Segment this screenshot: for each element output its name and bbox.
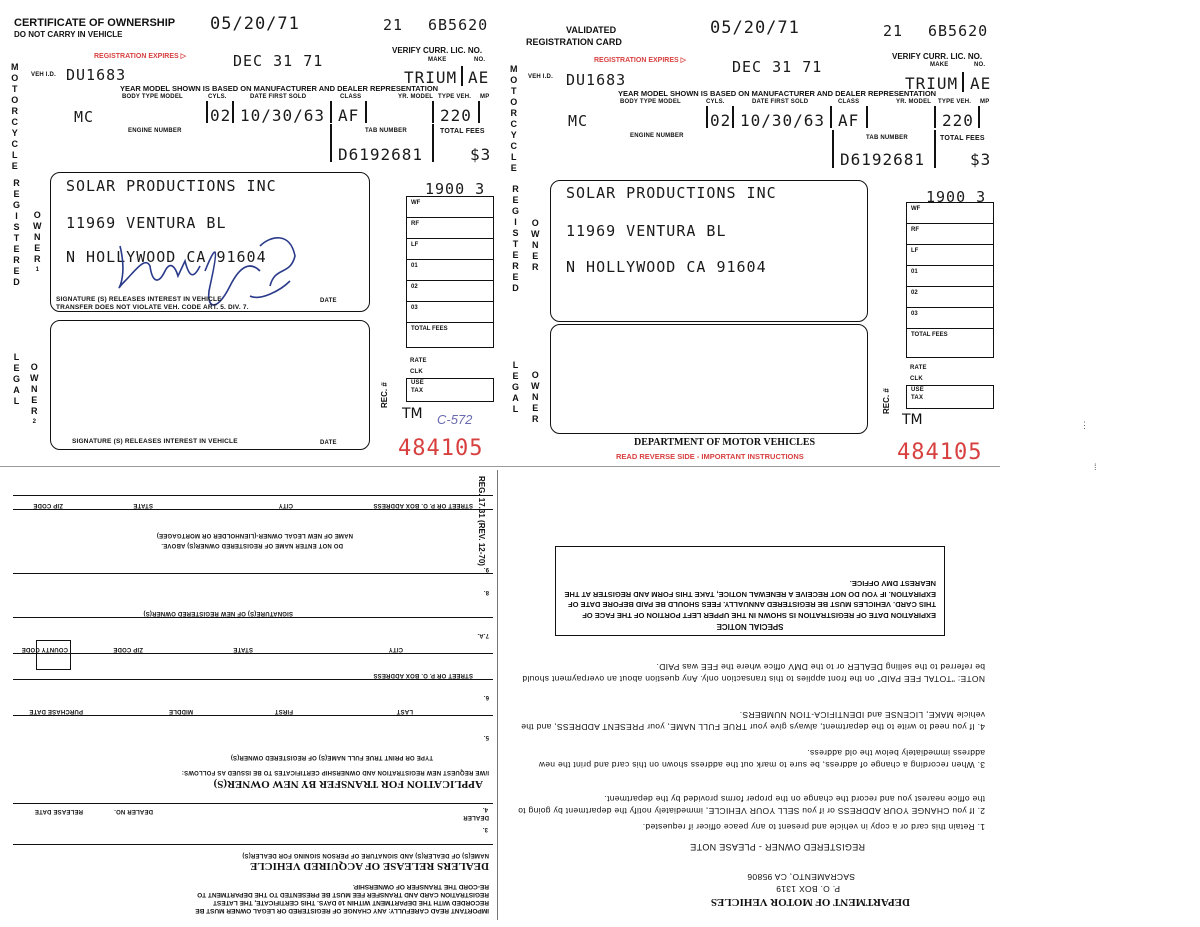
- engine-label: ENGINE NUMBER: [630, 133, 684, 139]
- type-veh-label: TYPE VEH.: [938, 99, 972, 105]
- class-value: AF: [338, 106, 360, 125]
- registration-card-title: REGISTRATION CARD: [526, 37, 622, 47]
- code-a: 21: [383, 16, 404, 34]
- legal-owner-box: [550, 324, 868, 434]
- fee-row: 02: [407, 281, 493, 302]
- fee-row: WF: [407, 197, 493, 218]
- engine-label: ENGINE NUMBER: [128, 128, 182, 134]
- city-label: CITY: [388, 646, 403, 652]
- model-note: YEAR MODEL SHOWN IS BASED ON MANUFACTURER AND DEALER REPRESENTATION: [120, 84, 439, 93]
- cyls-value: 02: [210, 106, 232, 125]
- side-motorcycle: M O T O R C Y C L E: [510, 64, 518, 173]
- legal-street-label: STREET OR P. O. BOX ADDRESS: [373, 502, 473, 508]
- legal-name-label: NAME OF NEW LEGAL OWNER-(LIENHOLDER OR MORTGAGEE): [156, 532, 353, 538]
- side-legal: L E G A L: [13, 352, 21, 406]
- yr-model-label: YR. MODEL: [398, 94, 434, 100]
- read-reverse-label: READ REVERSE SIDE - IMPORTANT INSTRUCTIONS: [616, 452, 804, 461]
- rec-label: REC. #: [380, 382, 389, 408]
- legal-state-label: STATE: [133, 502, 153, 508]
- body-type: MC: [74, 108, 95, 126]
- last-label: LAST: [396, 708, 413, 714]
- side-legal: L E G A L: [512, 360, 520, 414]
- validated-label: VALIDATED: [566, 25, 617, 35]
- legal-owner-box: [50, 320, 370, 450]
- use-tax-box: USE TAX: [906, 385, 994, 409]
- num-8: 8.: [483, 589, 489, 595]
- first-label: FIRST: [274, 708, 293, 714]
- cyls-label: CYLS.: [706, 99, 725, 105]
- fee-row: 01: [407, 260, 493, 281]
- legal-sig-label: SIGNATURE (S) RELEASES INTEREST IN VEHICLE: [72, 438, 238, 445]
- instruction-2: 2. If you CHANGE YOUR ADDRESS or if you SELL YOUR VEHICLE, immediately notify the department by going to the office nearest you and record the change on the proper forms provided by the department.: [517, 794, 985, 816]
- dealers-release-sub: NAME(S) OF DEALER(S) AND SIGNATURE OF PERSON SIGNING FOR DEALER(S): [242, 852, 489, 858]
- class-label: CLASS: [838, 99, 860, 105]
- type-veh-value: 220: [942, 111, 974, 130]
- class-value: AF: [838, 111, 860, 130]
- owner-name: SOLAR PRODUCTIONS INC: [566, 184, 777, 202]
- fee-code: 1900 3: [926, 188, 987, 206]
- clk-label: CLK: [410, 369, 423, 375]
- purchase-date-label: PURCHASE DATE: [29, 708, 83, 714]
- rate-label: RATE: [910, 365, 927, 371]
- fee-row: TOTAL FEES: [411, 326, 448, 332]
- type-print-label: TYPE OR PRINT TRUE FULL NAME(S) OF REGISTERED OWNER(S): [230, 754, 433, 760]
- make-suffix: AE: [468, 68, 490, 87]
- owner-name: SOLAR PRODUCTIONS INC: [66, 177, 277, 195]
- owner-city: N HOLLYWOOD CA 91604: [566, 258, 767, 276]
- date-first-sold-label: DATE FIRST SOLD: [752, 99, 809, 105]
- rate-label: RATE: [410, 358, 427, 364]
- date-first-sold-label: DATE FIRST SOLD: [250, 94, 307, 100]
- fee-row: RF: [407, 218, 493, 239]
- fee-row: TOTAL FEES: [911, 332, 948, 338]
- sig-label-1: SIGNATURE (S) RELEASES INTEREST IN VEHICLE: [56, 296, 222, 303]
- dealer-no-label: DEALER NO.: [113, 808, 153, 814]
- serial-number: 484105: [398, 436, 484, 461]
- special-notice-text: EXPIRATION DATE OF REGISTRATION IS SHOWN IN THE UPPER LEFT PORTION OF THE FACE OF THIS CARD. VEHICLES MUST BE REGISTERED ANNUALLY. FEES SHOULD BE PAID BEFORE DATE OF EXPIRATION. IF YOU DO NOT RECEIVE A RENEWAL NOTICE, TAKE THIS FORM AND REGISTER AT THE NEAREST DMV OFFICE.: [564, 579, 936, 620]
- fee-row: 02: [907, 287, 993, 308]
- total-fees-label: TOTAL FEES: [440, 128, 485, 135]
- date-first-sold: 10/30/63: [240, 106, 326, 125]
- fee-row: 03: [407, 302, 493, 323]
- state-label: STATE: [233, 646, 253, 652]
- reg-expires-date: DEC 31 71: [732, 58, 823, 76]
- dmv-label: DEPARTMENT OF MOTOR VEHICLES: [634, 437, 816, 448]
- total-fees: $3: [970, 150, 992, 169]
- transfer-application: [8, 472, 493, 920]
- fee-row: 01: [907, 266, 993, 287]
- legal-note: DO NOT ENTER NAME OF REGISTERED OWNER(S) ABOVE.: [161, 542, 343, 548]
- side-owner: O W N E R 1: [33, 210, 42, 273]
- tab-label: TAB NUMBER: [866, 135, 908, 141]
- tm-label: TM: [402, 406, 423, 422]
- fee-row: LF: [907, 245, 993, 266]
- make-value: TRIUM: [905, 74, 959, 93]
- veh-id: DU1683: [66, 66, 127, 84]
- make-suffix: AE: [970, 74, 992, 93]
- legal-date-label: DATE: [320, 440, 337, 446]
- c-number: C-572: [437, 412, 473, 427]
- fee-row: LF: [407, 239, 493, 260]
- num-7: 7.A.: [477, 632, 489, 638]
- special-notice-box: [555, 546, 945, 636]
- reg-owner-note: REGISTERED OWNER - PLEASE NOTE: [689, 842, 865, 852]
- use-tax-box: USE TAX: [406, 378, 494, 402]
- dealer-side-label: DEALER: [463, 814, 489, 820]
- county-box[interactable]: [36, 640, 71, 670]
- owner-street: 11969 VENTURA BL: [566, 222, 727, 240]
- sig-label-2: TRANSFER DOES NOT VIOLATE VEH. CODE ART. 5. DIV. 7.: [56, 304, 249, 311]
- signatures-label: SIGNATURE(S) OF NEW REGISTERED OWNER(S): [143, 610, 293, 616]
- clk-label: CLK: [910, 376, 923, 382]
- body-type-label: BODY TYPE MODEL: [620, 99, 681, 105]
- mp-label: MP: [480, 94, 490, 100]
- num-6: 6.: [483, 694, 489, 700]
- application-sub: I/WE REQUEST NEW REGISTRATION AND OWNERSHIP CERTIFICATES TO BE ISSUED AS FOLLOWS:: [181, 769, 489, 775]
- middle-label: MIDDLE: [168, 708, 193, 714]
- date-label: DATE: [320, 298, 337, 304]
- veh-id: DU1683: [566, 71, 627, 89]
- certificate-subtitle: DO NOT CARRY IN VEHICLE: [14, 30, 123, 39]
- dealers-release-title: DEALERS RELEASE OF ACQUIRED VEHICLE: [249, 860, 489, 872]
- rec-label: REC. #: [882, 388, 891, 414]
- side-registered: R E G I S T E R E D: [13, 178, 21, 287]
- special-notice-title: SPECIAL NOTICE: [716, 622, 784, 631]
- code-b: 6B5620: [428, 16, 489, 34]
- model-note: YEAR MODEL SHOWN IS BASED ON MANUFACTURER AND DEALER REPRESENTATION: [618, 89, 937, 98]
- po-box: P. O. BOX 1319: [775, 884, 840, 894]
- no-label: NO.: [474, 57, 486, 63]
- make-label: MAKE: [428, 57, 447, 63]
- reg-expires-date: DEC 31 71: [233, 52, 324, 70]
- total-fees-label: TOTAL FEES: [940, 135, 985, 142]
- fee-row: 03: [907, 308, 993, 329]
- instruction-4: 4. If you need to write to the department, always give your TRUE FULL NAME, your PRESENT ADDRESS, and the vehicle MAKE, LICENSE and IDENTIFICA-TION NUMBERS.: [520, 710, 985, 732]
- no-label: NO.: [974, 62, 986, 68]
- tab-number: D6192681: [338, 145, 424, 164]
- type-veh-label: TYPE VEH.: [438, 94, 472, 100]
- issue-date: 05/20/71: [710, 18, 800, 38]
- reg-form-number: REG. 17.31 (REV. 12-70): [477, 476, 486, 566]
- tab-number: D6192681: [840, 150, 926, 169]
- owner-city: N HOLLYWOOD CA 91604: [66, 248, 267, 266]
- fee-grid: [406, 196, 494, 348]
- back-instructions: [505, 472, 995, 920]
- owner-signature: [90, 226, 310, 326]
- application-title: APPLICATION FOR TRANSFER BY NEW OWNER(S): [213, 778, 483, 790]
- owner-street: 11969 VENTURA BL: [66, 214, 227, 232]
- issue-date: 05/20/71: [210, 14, 300, 34]
- side-owner: O W N E R: [531, 218, 540, 272]
- side-motorcycle: M O T O R C Y C L E: [11, 62, 19, 171]
- veh-id-label: VEH I.D.: [528, 74, 553, 80]
- num-9: 9.: [483, 566, 489, 572]
- mp-label: MP: [980, 99, 990, 105]
- important-notice: IMPORTANT READ CAREFULLY: ANY CHANGE OF REGISTERED OR LEGAL OWNER MUST BE RECORDED WITH THE DEPARTMENT WITHIN 10 DAYS. THIS CERTIFICATE, THE LATEST REGISTRATION CARD AND TRANSFER FEE MUST BE PRESENTED TO THE DEPARTMENT TO RE-CORD THE TRANSFER OF OWNERSHIP.: [195, 883, 489, 914]
- dealer-num: 3.: [482, 826, 488, 832]
- fee-row: WF: [907, 203, 993, 224]
- yr-model-label: YR. MODEL: [896, 99, 932, 105]
- make-label: MAKE: [930, 62, 949, 68]
- cyls-value: 02: [710, 111, 732, 130]
- note-text: NOTE: "TOTAL FEE PAID" on the front applies to this transaction only. Any question about an overpayment should be referred to the selling DEALER or to the DMV office where the FEE was PAID.: [522, 662, 985, 684]
- zip-label: ZIP CODE: [113, 646, 143, 652]
- fold-line-h: [0, 466, 1000, 467]
- reg-expires-label: REGISTRATION EXPIRES ▷: [94, 53, 186, 60]
- code-a: 21: [883, 22, 904, 40]
- verify-label: VERIFY CURR. LIC. NO.: [392, 46, 483, 55]
- instruction-3: 3. When recording a change of address, be sure to mark out the address shown on this card and print the new address immediately below the old address.: [538, 748, 985, 770]
- fee-row: RF: [907, 224, 993, 245]
- body-type: MC: [568, 112, 589, 130]
- type-veh-value: 220: [440, 106, 472, 125]
- release-date-label: RELEASE DATE: [34, 808, 83, 814]
- body-type-label: BODY TYPE MODEL: [122, 94, 183, 100]
- certificate-title: CERTIFICATE OF OWNERSHIP: [14, 17, 176, 29]
- cyls-label: CYLS.: [208, 94, 227, 100]
- fee-code: 1900 3: [425, 180, 486, 198]
- tm-label: TM: [902, 412, 923, 428]
- num-5: 5.: [483, 734, 489, 740]
- dept-title: DEPARTMENT OF MOTOR VEHICLES: [710, 896, 910, 908]
- total-fees: $3: [470, 145, 492, 164]
- side-legal-owner: O W N E R: [531, 370, 540, 424]
- code-b: 6B5620: [928, 22, 989, 40]
- reg-expires-label: REGISTRATION EXPIRES ▷: [594, 57, 686, 64]
- side-registered: R E G I S T E R E D: [512, 184, 520, 293]
- side-legal-owner: O W N E R 2: [30, 362, 39, 425]
- instruction-1: 1. Retain this card or a copy in vehicle and present to any peace officer if requested.: [642, 822, 985, 832]
- class-label: CLASS: [340, 94, 362, 100]
- legal-city-label: CITY: [278, 502, 293, 508]
- margin-mark: ⁞: [1094, 462, 1097, 472]
- tab-label: TAB NUMBER: [365, 128, 407, 134]
- veh-id-label: VEH I.D.: [31, 72, 56, 78]
- margin-mark: ⋮: [1080, 420, 1089, 430]
- street-label: STREET OR P. O. BOX ADDRESS: [373, 672, 473, 678]
- county-label: COUNTY CODE: [21, 646, 68, 652]
- make-value: TRIUM: [404, 68, 458, 87]
- serial-number: 484105: [897, 440, 983, 465]
- legal-zip-label: ZIP CODE: [33, 502, 63, 508]
- fold-line: [497, 470, 498, 920]
- fee-grid: [906, 202, 994, 358]
- date-first-sold: 10/30/63: [740, 111, 826, 130]
- sacramento: SACRAMENTO, CA 95806: [747, 872, 855, 882]
- dealer-num-2: 4.: [482, 806, 488, 812]
- verify-label: VERIFY CURR. LIC. NO.: [892, 52, 983, 61]
